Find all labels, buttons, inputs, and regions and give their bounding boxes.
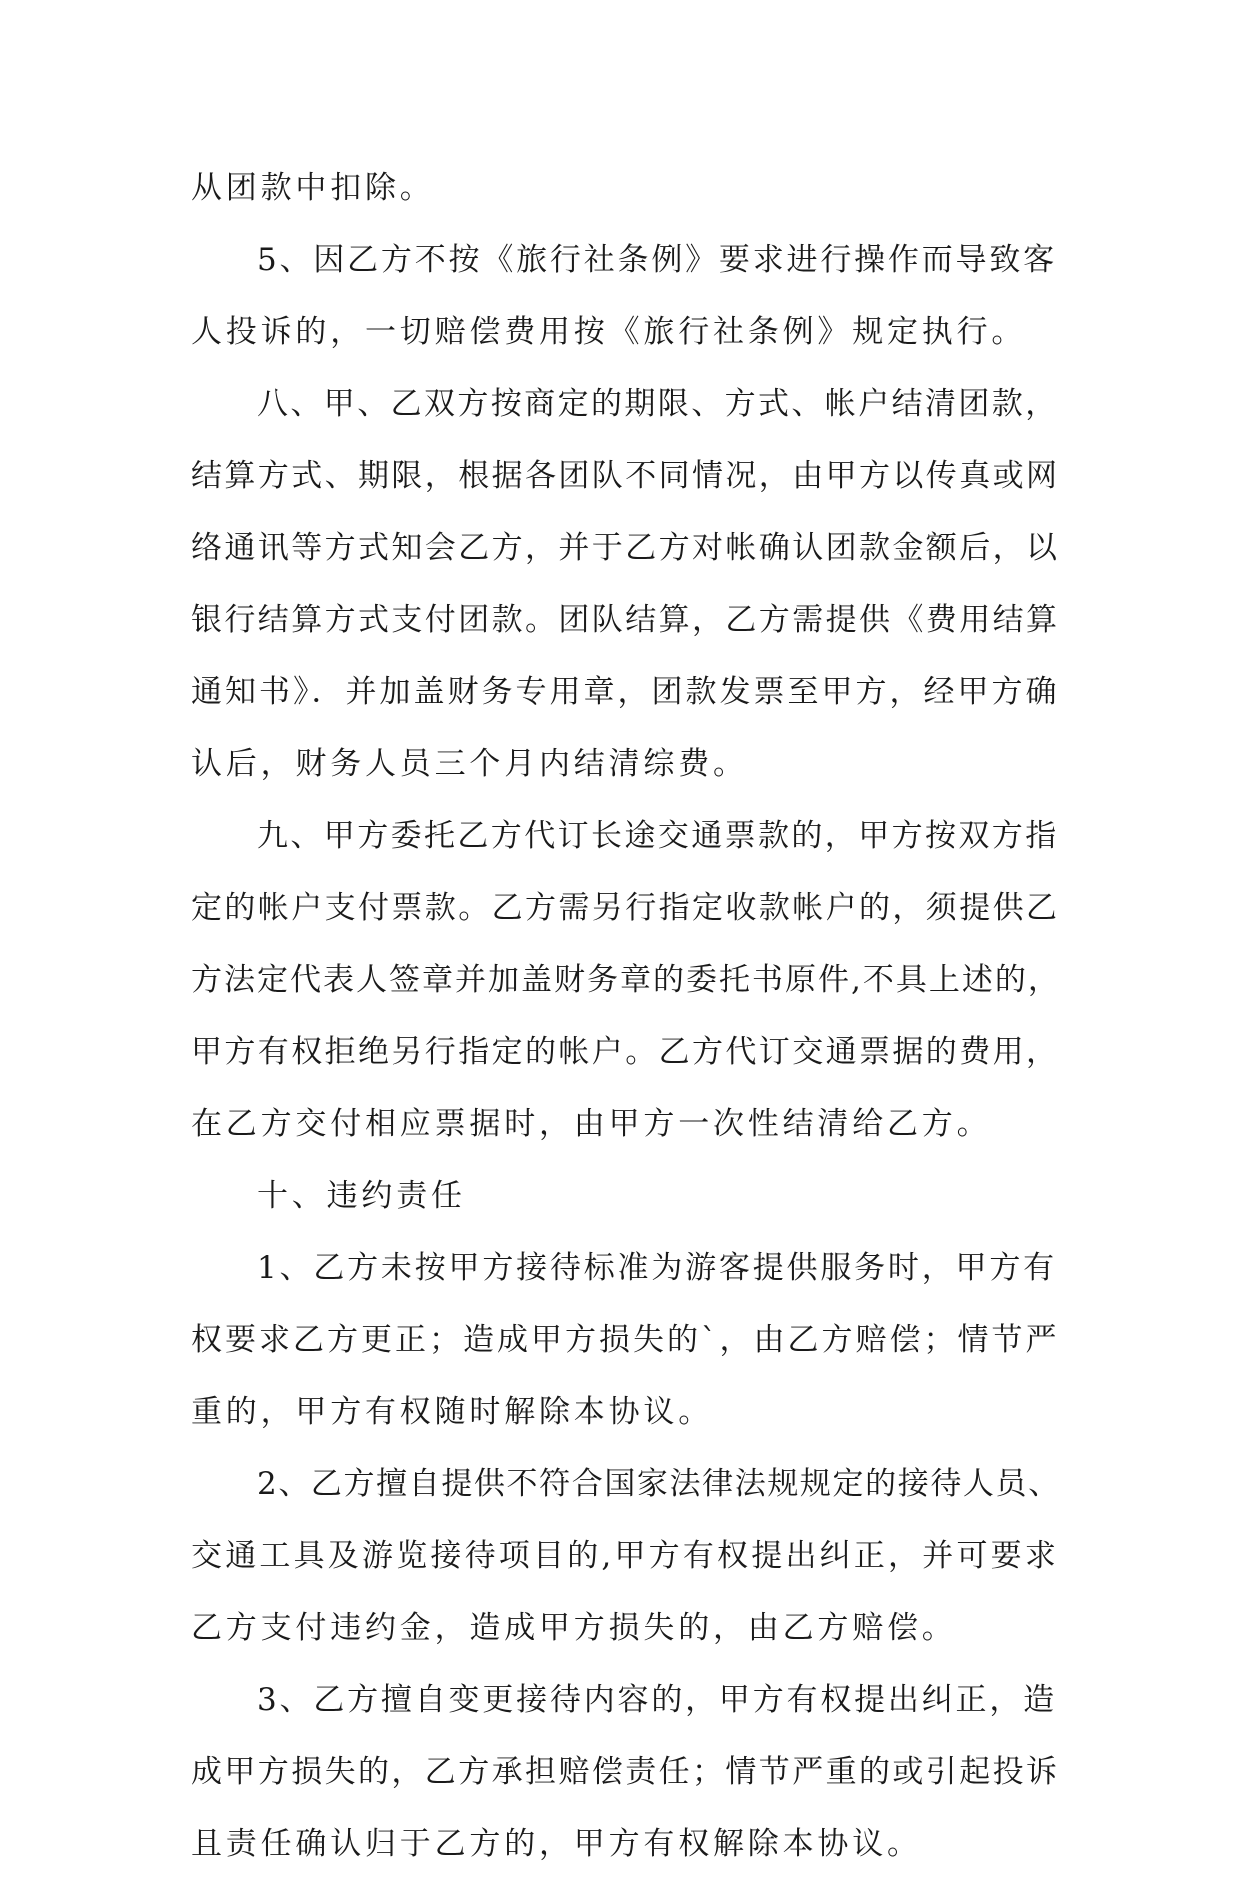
text-line: 交通工具及游览接待项目的,甲方有权提出纠正，并可要求 xyxy=(191,1538,1060,1574)
text-line: 十、违约责任 xyxy=(257,1178,466,1214)
text-line: 方法定代表人签章并加盖财务章的委托书原件,不具上述的， xyxy=(191,962,1061,998)
text-line: 定的帐户支付票款。乙方需另行指定收款帐户的，须提供乙 xyxy=(191,890,1060,926)
text-line: 九、甲方委托乙方代订长途交通票款的，甲方按双方指 xyxy=(257,818,1059,854)
text-line: 八、甲、乙双方按商定的期限、方式、帐户结清团款， xyxy=(257,386,1059,422)
text-line: 从团款中扣除。 xyxy=(191,170,435,206)
text-line: 5、因乙方不按《旅行社条例》要求进行操作而导致客 xyxy=(257,242,1057,278)
text-line: 络通讯等方式知会乙方，并于乙方对帐确认团款金额后，以 xyxy=(191,530,1060,566)
text-line: 通知书》．并加盖财务专用章，团款发票至甲方，经甲方确 xyxy=(191,674,1060,710)
text-line: 重的，甲方有权随时解除本协议。 xyxy=(191,1394,713,1430)
text-line: 成甲方损失的，乙方承担赔偿责任；情节严重的或引起投诉 xyxy=(191,1754,1060,1790)
text-line: 1、乙方未按甲方接待标准为游客提供服务时，甲方有 xyxy=(257,1250,1057,1286)
text-line: 人投诉的，一切赔偿费用按《旅行社条例》规定执行。 xyxy=(191,314,1027,350)
text-line: 权要求乙方更正；造成甲方损失的`，由乙方赔偿；情节严 xyxy=(191,1322,1060,1358)
text-line: 结算方式、期限，根据各团队不同情况，由甲方以传真或网 xyxy=(191,458,1060,494)
document-body xyxy=(191,152,1061,1880)
text-line: 且责任确认归于乙方的，甲方有权解除本协议。 xyxy=(191,1826,922,1862)
text-line: 认后，财务人员三个月内结清综费。 xyxy=(191,746,748,782)
text-line: 3、乙方擅自变更接待内容的，甲方有权提出纠正，造 xyxy=(257,1682,1057,1718)
text-line: 2、乙方擅自提供不符合国家法律法规规定的接待人员、 xyxy=(257,1466,1061,1502)
text-line: 银行结算方式支付团款。团队结算，乙方需提供《费用结算 xyxy=(191,602,1060,638)
text-line: 在乙方交付相应票据时，由甲方一次性结清给乙方。 xyxy=(191,1106,992,1142)
text-line: 乙方支付违约金，造成甲方损失的，由乙方赔偿。 xyxy=(191,1610,957,1646)
text-line: 甲方有权拒绝另行指定的帐户。乙方代订交通票据的费用， xyxy=(191,1034,1060,1070)
